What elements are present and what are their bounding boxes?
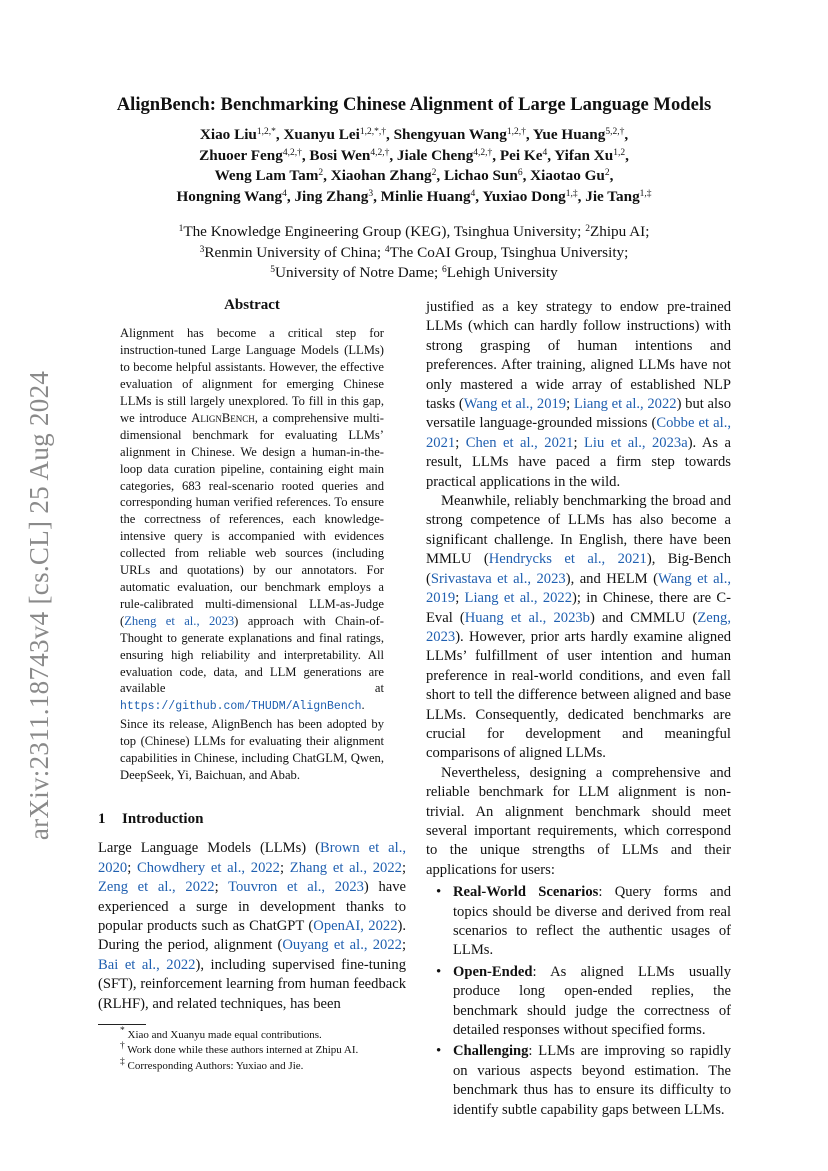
right-column: [426, 298, 731, 1122]
footnote: ‡ Corresponding Authors: Yuxiao and Jie.: [120, 1056, 304, 1072]
section-heading-introduction: [98, 810, 406, 829]
affiliation-list: [100, 222, 728, 284]
intro-paragraph: Large Language Models (LLMs) (Brown et al., 2020; Chowdhery et al., 2022; Zhang et al., 2022; Zeng et al., 2022; Touvron et al., 2023) have experienced a surge in development thanks to popular products such as ChatGPT (OpenAI, 2022). During the period, alignment (Ouyang et al., 2022; Bai et al., 2022), including supervised fine-tuning (SFT), reinforcement learning from human feedback (RLHF), and related techniques, has been: [98, 840, 407, 1012]
author-line: Zhuoer Feng$^{4,2,\dagger}$, Bosi Wen$^{4,2,\dagger}$, Jiale Cheng$^{4,2,\dagger}$, Pei Ke$^4$, Yifan Xu$^{1,2}$,: [199, 146, 629, 164]
intro-paragraph: Nevertheless, designing a comprehensive and reliable benchmark for LLM alignment is non-trivial. An alignment benchmark should meet several important requirements, which correspond to the unique strengths of LLMs and their applications for users:: [426, 764, 731, 878]
intro-paragraph: justified as a key strategy to endow pre-trained LLMs (which can hardly follow instructions) with strong grasping of human intentions and preferences. After training, aligned LLMs have not only mastered a wide array of established NLP tasks (Wang et al., 2019; Liang et al., 2022) but also versatile language-grounded missions (Cobbe et al., 2021; Chen et al., 2021; Liu et al., 2023a). As a result, LLMs have paced a firm step towards practical applications in the wild.: [426, 299, 732, 490]
footnote-divider: [98, 1024, 146, 1025]
requirement-item: • Real-World Scenarios: Query forms and topics should be diverse and derived from real scenarios to reflect the authentic usages of LLMs.: [426, 883, 731, 961]
intro-paragraph: Meanwhile, reliably benchmarking the broad and strong competence of LLMs has also become a significant challenge. In English, there have been MMLU (Hendrycks et al., 2021), Big-Bench (Srivastava et al., 2023), and HELM (Wang et al., 2019; Liang et al., 2022); in Chinese, there are C-Eval (Huang et al., 2023b) and CMMLU (Zeng, 2023). However, prior arts hardly examine aligned LLMs’ fulfillment of user intention and human preference in real-world conditions, and even fall short to tell the difference between aligned and base LLMs. Consequently, dedicated benchmarks are crucial for development and meaningful comparisons of aligned LLMs.: [426, 493, 732, 762]
author-line: Hongning Wang$^4$, Jing Zhang$^3$, Minlie Huang$^4$, Yuxiao Dong$^{1,\ddagger}$, Jie Tang$^{1,\ddagger}$: [176, 187, 652, 205]
left-column: [98, 296, 406, 1074]
requirement-item: • Open-Ended: As aligned LLMs usually produce long open-ended replies, the benchmark should judge the correctness of detailed responses without specified forms.: [426, 963, 731, 1041]
footnote: * Xiao and Xuanyu made equal contributions.: [120, 1025, 322, 1041]
affiliation-line: $^3$Renmin University of China; $^4$The CoAI Group, Tsinghua University;: [199, 243, 629, 261]
author-line: Weng Lam Tam$^2$, Xiaohan Zhang$^2$, Lichao Sun$^6$, Xiaotao Gu$^2$,: [214, 167, 614, 184]
affiliation-line: $^5$University of Notre Dame; $^6$Lehigh University: [270, 264, 558, 281]
footnote: † Work done while these authors interned at Zhipu AI.: [120, 1041, 359, 1057]
affiliation-line: $^1$The Knowledge Engineering Group (KEG), Tsinghua University; $^2$Zhipu AI;: [178, 223, 650, 240]
author-line: Xiao Liu$^{1,2,*}$, Xuanyu Lei$^{1,2,*,\dagger}$, Shengyuan Wang$^{1,2,\dagger}$, Yue Huang$^{5,2,\dagger}$,: [199, 126, 629, 143]
author-list: [120, 125, 708, 207]
section-number: 1: [98, 810, 106, 827]
requirements-list: [426, 883, 731, 1120]
arxiv-identifier-stamp: [20, 355, 60, 855]
abstract-body: Alignment has become a critical step for instruction-tuned Large Language Models (LLMs) to become helpful assistants. However, the effective evaluation of alignment for emerging Chinese LLMs is still largely unexplored. To fill in this gap, we introduce AlignBench, a comprehensive multi-dimensional benchmark for evaluating LLMs’ alignment in Chinese. We design a human-in-the-loop data curation pipeline, containing eight main categories, 683 real-scenario rooted queries and corresponding human verified references. To ensure the correctness of references, each knowledge-intensive query is accompanied with evidences collected from reliable web sources (including URLs and quotations) by our annotators. For automatic evaluation, our benchmark employs a rule-calibrated multi-dimensional LLM-as-Judge (Zheng et al., 2023) approach with Chain-of-Thought to generate explanations and final ratings, ensuring high reliability and interpretability. All evaluation code, data, and LLM generations are available at https://github.com/THUDM/AlignBench. Since its release, AlignBench has been adopted by top (Chinese) LLMs for evaluating their alignment capabilities in Chinese, including ChatGLM, Qwen, DeepSeek, Yi, Baichuan, and Abab.: [120, 326, 384, 782]
section-title: Introduction: [122, 810, 204, 827]
arxiv-identifier-text: arXiv:2311.18743v4 [cs.CL] 25 Aug 2024: [24, 370, 55, 840]
abstract-heading: Abstract: [224, 297, 280, 313]
paper-title: AlignBench: Benchmarking Chinese Alignment of Large Language Models: [116, 94, 712, 115]
requirement-item: • Challenging: LLMs are improving so rapidly on various aspects beyond estimation. The benchmark thus has to ensure its difficulty to identify subtle capability gaps between LLMs.: [426, 1042, 731, 1120]
